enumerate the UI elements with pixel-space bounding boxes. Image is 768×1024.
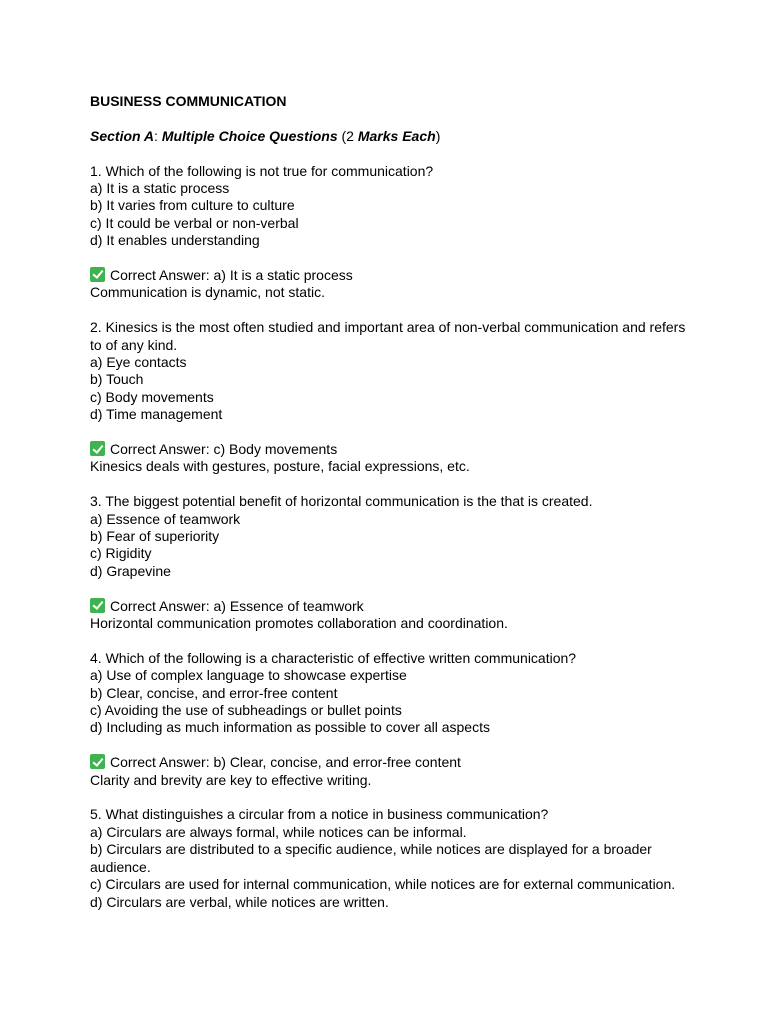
answer-prefix: Correct Answer:	[110, 754, 210, 771]
document-title: BUSINESS COMMUNICATION	[90, 93, 287, 109]
question-1	[90, 163, 700, 250]
answer-explanation: Kinesics deals with gestures, posture, facial expressions, etc.	[90, 458, 470, 475]
option-a: a) Use of complex language to showcase expertise	[90, 667, 407, 684]
answer-prefix: Correct Answer:	[110, 441, 210, 458]
check-mark-icon	[90, 598, 105, 613]
correct-answer-line	[90, 598, 364, 614]
section-paren-close: )	[435, 127, 441, 144]
option-d: d) Grapevine	[90, 562, 171, 579]
option-c: c) Circulars are used for internal communication, while notices are for external communication.	[90, 876, 676, 893]
question-2	[90, 319, 700, 423]
check-mark-icon	[90, 441, 105, 456]
option-c: c) It could be verbal or non-verbal	[90, 214, 299, 231]
section-marks: Marks Each	[357, 127, 436, 144]
answer-3	[90, 598, 700, 633]
answer-explanation: Clarity and brevity are key to effective writing.	[90, 771, 372, 788]
check-mark-icon	[90, 267, 105, 282]
answer-prefix: Correct Answer:	[110, 597, 210, 614]
question-text: 2. Kinesics is the most often studied and important area of non-verbal communication and refers to of any kind.	[90, 319, 686, 353]
answer-4	[90, 754, 700, 789]
option-b: b) Touch	[90, 371, 144, 388]
correct-answer-line	[90, 267, 353, 283]
check-mark-icon	[90, 754, 105, 769]
document-page	[90, 93, 700, 911]
option-c: c) Body movements	[90, 388, 214, 405]
option-c: c) Rigidity	[90, 545, 152, 562]
question-3	[90, 493, 700, 580]
section-name: Section A	[90, 127, 155, 144]
option-b: b) Circulars are distributed to a specific audience, while notices are displayed for a broader audience.	[90, 841, 652, 875]
question-text: 1. Which of the following is not true for communication?	[90, 162, 434, 179]
option-a: a) Circulars are always formal, while notices can be informal.	[90, 823, 467, 840]
option-a: a) Essence of teamwork	[90, 510, 241, 527]
answer-value: b) Clear, concise, and error-free content	[213, 754, 461, 771]
question-text: 4. Which of the following is a characteristic of effective written communication?	[90, 649, 577, 666]
correct-answer-line	[90, 441, 337, 457]
answer-explanation: Communication is dynamic, not static.	[90, 284, 325, 301]
option-b: b) It varies from culture to culture	[90, 197, 295, 214]
question-text: 5. What distinguishes a circular from a notice in business communication?	[90, 806, 549, 823]
answer-value: a) It is a static process	[213, 266, 353, 283]
answer-value: c) Body movements	[213, 441, 338, 458]
option-b: b) Fear of superiority	[90, 528, 220, 545]
option-b: b) Clear, concise, and error-free content	[90, 684, 338, 701]
question-4	[90, 650, 700, 737]
answer-value: a) Essence of teamwork	[213, 597, 364, 614]
option-c: c) Avoiding the use of subheadings or bullet points	[90, 702, 402, 719]
option-d: d) Circulars are verbal, while notices are written.	[90, 893, 389, 910]
question-5	[90, 806, 700, 910]
option-a: a) It is a static process	[90, 179, 230, 196]
correct-answer-line	[90, 754, 461, 770]
option-a: a) Eye contacts	[90, 354, 187, 370]
section-heading	[90, 128, 700, 145]
section-colon: :	[154, 127, 158, 144]
section-paren-open: (2	[341, 127, 354, 144]
answer-2	[90, 441, 700, 476]
answer-1	[90, 267, 700, 302]
option-d: d) Including as much information as possible to cover all aspects	[90, 719, 490, 736]
option-d: d) Time management	[90, 406, 223, 423]
section-kind: Multiple Choice Questions	[161, 127, 338, 144]
answer-prefix: Correct Answer:	[110, 266, 210, 283]
question-text: 3. The biggest potential benefit of horizontal communication is the that is created.	[90, 493, 593, 510]
answer-explanation: Horizontal communication promotes collaboration and coordination.	[90, 615, 508, 632]
option-d: d) It enables understanding	[90, 232, 260, 249]
